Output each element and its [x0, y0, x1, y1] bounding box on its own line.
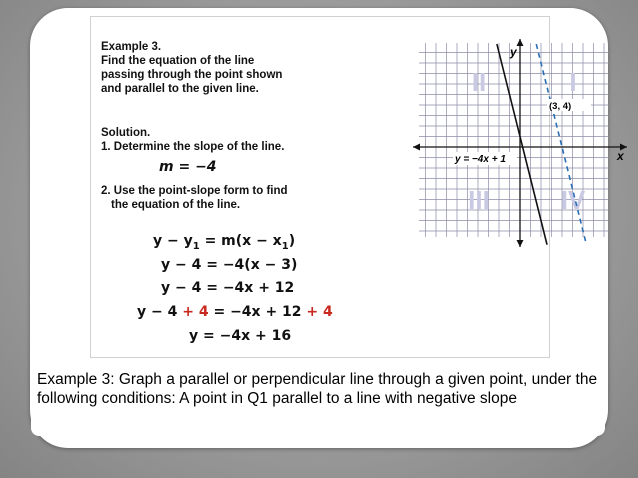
- step-2-line-1: 2. Use the point-slope form to find: [101, 185, 288, 197]
- point-label: (3, 4): [549, 101, 572, 112]
- quadrant-1-label: I: [569, 67, 577, 97]
- equation-line-5: y = −4x + 16: [189, 328, 292, 344]
- y-axis-label: y: [510, 45, 517, 59]
- slide-image: [90, 16, 624, 358]
- quadrant-labels: [468, 67, 586, 215]
- step-1: 1. Determine the slope of the line.: [101, 141, 285, 153]
- x-axis-arrow-left: [413, 144, 420, 151]
- slope-value: m = −4: [159, 159, 217, 175]
- step-2-line-2: the equation of the line.: [111, 199, 241, 211]
- equation-line-4: y − 4 + 4 = −4x + 12 + 4: [137, 304, 333, 320]
- quadrant-4-label: IV: [560, 185, 586, 215]
- equation-line-3: y − 4 = −4x + 12: [161, 280, 295, 296]
- solution-heading: Solution.: [101, 127, 151, 139]
- x-axis-label: x: [617, 149, 624, 163]
- prompt-line-1: Find the equation of the line: [101, 55, 255, 67]
- equation-line-1: $y - y_1 = m(x - x_1)$: [153, 233, 296, 252]
- y-axis-arrow-down: [517, 240, 524, 247]
- given-line: [497, 44, 547, 245]
- quadrant-2-label: II: [471, 67, 487, 97]
- caption-text: Example 3: Graph a parallel or perpendicular line through a given point, under the following conditions: A point in Q1 parallel to a line with negative slope: [31, 368, 605, 436]
- prompt-line-3: and parallel to the given line.: [101, 83, 259, 95]
- prompt-line-2: passing through the point shown: [101, 69, 283, 81]
- axes: [413, 39, 627, 247]
- equation-line-2: y − 4 = −4(x − 3): [161, 257, 298, 273]
- y-axis-arrow-up: [517, 39, 524, 46]
- given-line-label: y = −4x + 1: [455, 154, 506, 165]
- quadrant-3-label: III: [468, 185, 490, 215]
- example-heading: Example 3.: [101, 41, 162, 53]
- coordinate-graph: [409, 37, 631, 249]
